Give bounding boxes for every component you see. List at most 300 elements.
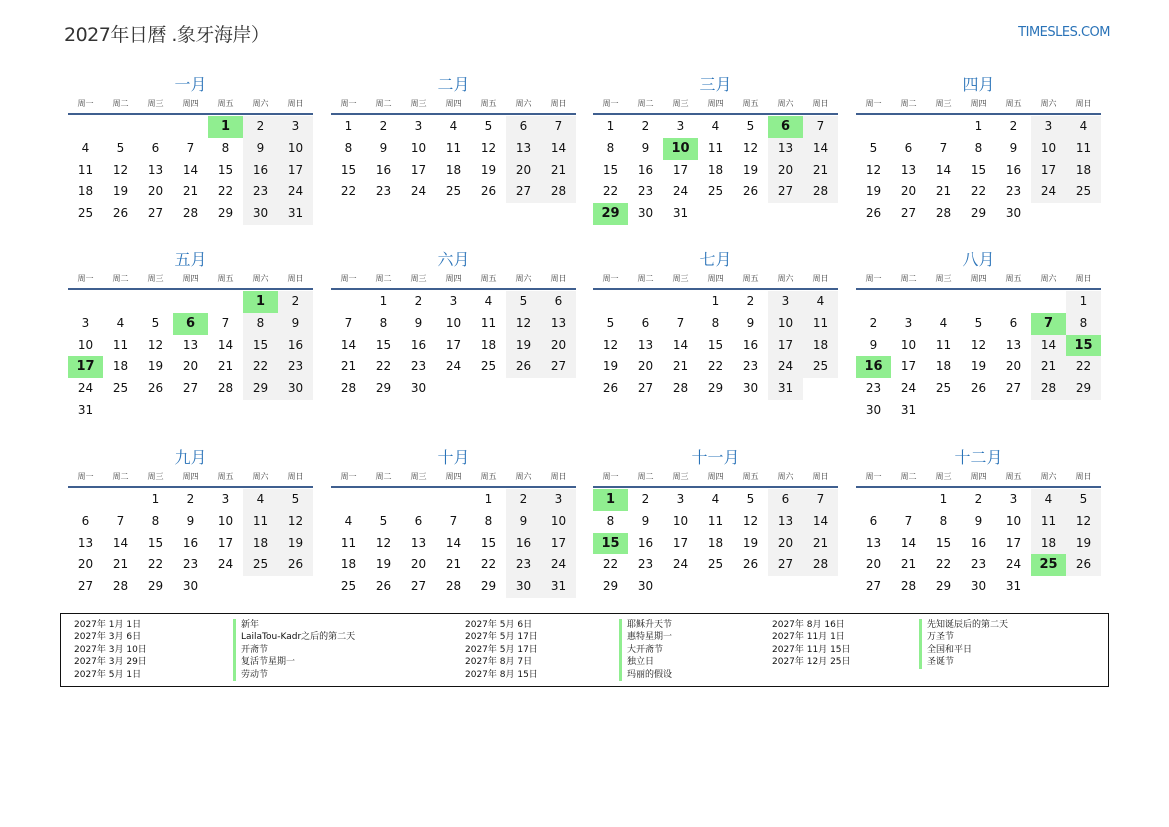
week-row: [856, 181, 1101, 203]
empty-cell: [628, 291, 663, 313]
weekend-day-cell: 16: [243, 160, 278, 182]
day-cell: 28: [340, 381, 357, 396]
weekday-label: 周六: [515, 274, 532, 283]
day-cell: 22: [935, 557, 952, 572]
day-cell: 5: [379, 513, 388, 528]
day-cell: 25: [707, 184, 724, 199]
day-cell: 23: [375, 184, 392, 199]
legend-holiday-name: 大开斋节: [619, 644, 663, 656]
weekend-day-cell: 11: [803, 313, 838, 335]
week-row: [593, 489, 838, 511]
day-cell: 29: [970, 206, 987, 221]
empty-cell: [698, 203, 733, 225]
legend-holiday-name: LailaTou-Kadr之后的第二天: [233, 631, 355, 643]
week-row: [331, 335, 576, 357]
empty-cell: [1066, 203, 1101, 225]
weekend-day-cell: 13: [506, 138, 541, 160]
day-cell: 20: [637, 359, 654, 374]
week-row: [331, 533, 576, 555]
weekend-day-cell: 27: [506, 181, 541, 203]
day-cell: 2: [414, 294, 423, 308]
legend-date: 2027年 5月 1日: [74, 669, 142, 680]
day-cell: 5: [974, 315, 983, 330]
empty-cell: [138, 400, 173, 422]
weekday-label: 周一: [77, 472, 94, 481]
day-cell: 20: [182, 359, 199, 374]
weekend-day-cell: 10: [1031, 138, 1066, 160]
weekday-label: 周六: [515, 472, 532, 481]
weekday-label: 周日: [550, 274, 567, 283]
day-cell: 16: [375, 162, 392, 177]
week-row: [331, 378, 576, 400]
day-cell: 26: [480, 184, 497, 199]
weekend-day-cell: 2: [243, 116, 278, 138]
empty-cell: [173, 291, 208, 313]
day-cell: 7: [221, 315, 230, 330]
legend-date: 2027年 5月 17日: [465, 644, 538, 655]
day-cell: 21: [935, 184, 952, 199]
day-cell: 13: [77, 535, 94, 550]
day-cell: 22: [480, 557, 497, 572]
weekend-day-cell: 23: [243, 181, 278, 203]
day-cell: 21: [217, 359, 234, 374]
day-cell: 1: [711, 294, 720, 308]
day-cell: 17: [217, 535, 234, 550]
weekend-day-cell: 29: [1066, 378, 1101, 400]
weekday-header: [856, 273, 1101, 287]
day-cell: 28: [217, 381, 234, 396]
legend-date: 2027年 8月 7日: [465, 657, 533, 668]
day-cell: 28: [900, 579, 917, 594]
day-cell: 27: [77, 579, 94, 594]
week-row: [856, 335, 1101, 357]
header-divider: [856, 288, 1101, 290]
week-row: [68, 116, 313, 138]
weekday-label: 周二: [637, 472, 654, 481]
day-cell: 23: [1005, 184, 1022, 199]
empty-cell: [243, 576, 278, 598]
day-cell: 22: [147, 557, 164, 572]
weekend-day-cell: 20: [506, 160, 541, 182]
day-cell: 7: [449, 513, 458, 528]
day-cell: 17: [672, 535, 689, 550]
weekday-label: 周二: [637, 99, 654, 108]
weekday-label: 周一: [865, 99, 882, 108]
weekday-label: 周三: [935, 99, 952, 108]
day-cell: 16: [970, 535, 987, 550]
month-name: 九月: [174, 448, 207, 467]
day-cell: 15: [970, 162, 987, 177]
day-cell: 24: [410, 184, 427, 199]
day-cell: 16: [637, 162, 654, 177]
weekday-label: 周六: [1040, 99, 1057, 108]
empty-cell: [891, 116, 926, 138]
day-cell: 16: [182, 535, 199, 550]
day-cell: 2: [1009, 119, 1018, 133]
empty-cell: [103, 489, 138, 511]
day-cell: 3: [81, 315, 90, 330]
day-cell: 15: [375, 337, 392, 352]
day-cell: 4: [939, 315, 948, 330]
week-row: [593, 313, 838, 335]
day-cell: 29: [707, 381, 724, 396]
day-cell: 11: [707, 140, 724, 155]
empty-cell: [803, 378, 838, 400]
legend-holiday-name: 复活节星期一: [233, 656, 295, 668]
day-cell: 27: [865, 579, 882, 594]
day-cell: 22: [375, 359, 392, 374]
holiday-day-cell: 15: [593, 533, 628, 555]
legend-date: 2027年 8月 16日: [772, 620, 845, 630]
day-cell: 17: [410, 162, 427, 177]
empty-cell: [138, 116, 173, 138]
weekday-label: 周六: [1040, 274, 1057, 283]
day-cell: 6: [904, 140, 913, 155]
month-block: [331, 249, 576, 400]
weekday-label: 周二: [637, 274, 654, 283]
weekend-day-cell: 27: [768, 181, 803, 203]
weekend-day-cell: 4: [1031, 489, 1066, 511]
day-cell: 14: [445, 535, 462, 550]
week-row: [331, 576, 576, 598]
weekend-day-cell: 3: [278, 116, 313, 138]
legend-date: 2027年 5月 6日: [465, 620, 533, 630]
day-cell: 28: [445, 579, 462, 594]
day-cell: 9: [974, 513, 983, 528]
weekday-label: 周日: [550, 99, 567, 108]
day-cell: 24: [217, 557, 234, 572]
empty-cell: [506, 378, 541, 400]
day-cell: 5: [116, 140, 125, 155]
weekend-day-cell: 27: [768, 554, 803, 576]
week-row: [856, 400, 1101, 422]
day-cell: 10: [445, 315, 462, 330]
weekday-label: 周五: [217, 472, 234, 481]
day-cell: 9: [641, 140, 650, 155]
month-block: [593, 74, 838, 225]
day-cell: 14: [112, 535, 129, 550]
weekday-label: 周五: [742, 274, 759, 283]
weekend-day-cell: 4: [1066, 116, 1101, 138]
day-cell: 19: [602, 359, 619, 374]
week-row: [593, 356, 838, 378]
empty-cell: [331, 291, 366, 313]
day-cell: 9: [414, 315, 423, 330]
empty-cell: [733, 576, 768, 598]
holiday-day-cell: 1: [208, 116, 243, 138]
day-cell: 26: [742, 184, 759, 199]
weekend-day-cell: 26: [1066, 554, 1101, 576]
weekday-label: 周日: [1075, 472, 1092, 481]
day-cell: 25: [340, 579, 357, 594]
day-cell: 21: [340, 359, 357, 374]
day-cell: 24: [900, 381, 917, 396]
legend-date: 2027年 1月 1日: [74, 620, 142, 630]
page-title: 2027年日曆 .象牙海岸）: [64, 24, 270, 46]
day-cell: 10: [672, 513, 689, 528]
empty-cell: [733, 203, 768, 225]
legend-holiday-name: 开斋节: [233, 644, 268, 656]
empty-cell: [996, 400, 1031, 422]
day-cell: 19: [112, 184, 129, 199]
week-row: [68, 489, 313, 511]
header-divider: [331, 113, 576, 115]
weekday-label: 周六: [252, 99, 269, 108]
day-cell: 17: [672, 162, 689, 177]
weekday-label: 周日: [812, 99, 829, 108]
month-name: 十二月: [954, 448, 1003, 467]
day-cell: 8: [974, 140, 983, 155]
empty-cell: [803, 203, 838, 225]
empty-cell: [1031, 291, 1066, 313]
empty-cell: [856, 116, 891, 138]
weekend-day-cell: 2: [278, 291, 313, 313]
day-cell: 20: [77, 557, 94, 572]
weekday-header: [68, 471, 313, 485]
day-cell: 14: [935, 162, 952, 177]
empty-cell: [663, 291, 698, 313]
week-row: [68, 511, 313, 533]
weekend-day-cell: 3: [768, 291, 803, 313]
empty-cell: [173, 400, 208, 422]
month-block: [856, 74, 1101, 225]
week-row: [68, 576, 313, 598]
weekday-label: 周六: [777, 472, 794, 481]
legend-date: 2027年 11月 1日: [772, 632, 845, 643]
weekday-label: 周二: [112, 472, 129, 481]
weekend-day-cell: 17: [768, 335, 803, 357]
day-cell: 8: [344, 140, 353, 155]
month-block: [331, 447, 576, 598]
weekday-label: 周四: [445, 99, 462, 108]
empty-cell: [173, 116, 208, 138]
empty-cell: [103, 291, 138, 313]
holiday-day-cell: 29: [593, 203, 628, 225]
weekend-day-cell: 20: [768, 160, 803, 182]
weekday-label: 周日: [287, 99, 304, 108]
weekday-label: 周五: [742, 99, 759, 108]
empty-cell: [1066, 400, 1101, 422]
legend-holiday-name: 独立日: [619, 656, 654, 668]
weekend-day-cell: 8: [1066, 313, 1101, 335]
week-row: [68, 335, 313, 357]
day-cell: 8: [939, 513, 948, 528]
empty-cell: [891, 489, 926, 511]
empty-cell: [208, 291, 243, 313]
week-row: [331, 160, 576, 182]
empty-cell: [278, 400, 313, 422]
legend-date: 2027年 3月 10日: [74, 644, 147, 655]
holiday-day-cell: 25: [1031, 554, 1066, 576]
empty-cell: [768, 576, 803, 598]
weekday-label: 周二: [900, 274, 917, 283]
weekday-label: 周日: [287, 274, 304, 283]
weekend-day-cell: 6: [768, 489, 803, 511]
weekday-label: 周三: [410, 274, 427, 283]
weekday-header: [856, 471, 1101, 485]
weekday-label: 周一: [865, 274, 882, 283]
day-cell: 27: [1005, 381, 1022, 396]
day-cell: 1: [344, 119, 353, 133]
day-cell: 4: [116, 315, 125, 330]
empty-cell: [103, 116, 138, 138]
site-link[interactable]: TIMESLES.COM: [1018, 25, 1110, 40]
day-cell: 5: [869, 140, 878, 155]
header-divider: [68, 288, 313, 290]
day-cell: 6: [151, 140, 160, 155]
day-cell: 12: [865, 162, 882, 177]
weekend-day-cell: 17: [541, 533, 576, 555]
weekend-day-cell: 30: [506, 576, 541, 598]
weekday-label: 周五: [1005, 472, 1022, 481]
week-row: [856, 203, 1101, 225]
day-cell: 11: [112, 337, 129, 352]
week-row: [593, 378, 838, 400]
day-cell: 19: [147, 359, 164, 374]
day-cell: 7: [939, 140, 948, 155]
weekend-day-cell: 5: [506, 291, 541, 313]
empty-cell: [1031, 400, 1066, 422]
weekend-day-cell: 22: [1066, 356, 1101, 378]
day-cell: 13: [900, 162, 917, 177]
day-cell: 18: [112, 359, 129, 374]
day-cell: 25: [445, 184, 462, 199]
empty-cell: [593, 291, 628, 313]
week-row: [856, 576, 1101, 598]
weekend-day-cell: 28: [541, 181, 576, 203]
week-row: [68, 203, 313, 225]
legend-holiday-name: 玛丽的假设: [619, 669, 672, 681]
weekend-day-cell: 7: [803, 489, 838, 511]
day-cell: 8: [606, 513, 615, 528]
day-cell: 14: [672, 337, 689, 352]
legend-date: 2027年 5月 17日: [465, 632, 538, 643]
empty-cell: [803, 576, 838, 598]
weekend-day-cell: 25: [243, 554, 278, 576]
empty-cell: [366, 489, 401, 511]
weekday-label: 周日: [812, 472, 829, 481]
day-cell: 30: [182, 579, 199, 594]
weekend-day-cell: 17: [278, 160, 313, 182]
weekday-header: [856, 98, 1101, 112]
header-divider: [331, 288, 576, 290]
legend-holiday-name: 先知诞辰后的第二天: [919, 619, 1008, 631]
empty-cell: [856, 489, 891, 511]
day-cell: 11: [340, 535, 357, 550]
holiday-day-cell: 7: [1031, 313, 1066, 335]
day-cell: 26: [375, 579, 392, 594]
weekday-label: 周二: [112, 274, 129, 283]
weekend-day-cell: 14: [803, 511, 838, 533]
day-cell: 25: [707, 557, 724, 572]
day-cell: 24: [1005, 557, 1022, 572]
weekend-day-cell: 25: [1066, 181, 1101, 203]
legend-holiday-name: 圣诞节: [919, 656, 954, 668]
day-cell: 21: [112, 557, 129, 572]
day-cell: 29: [147, 579, 164, 594]
week-row: [856, 489, 1101, 511]
weekend-day-cell: 3: [541, 489, 576, 511]
day-cell: 10: [77, 337, 94, 352]
weekday-label: 周五: [480, 472, 497, 481]
day-cell: 15: [147, 535, 164, 550]
empty-cell: [436, 489, 471, 511]
weekend-day-cell: 5: [1066, 489, 1101, 511]
week-row: [593, 335, 838, 357]
weekday-label: 周三: [672, 472, 689, 481]
week-row: [593, 533, 838, 555]
week-row: [593, 576, 838, 598]
weekend-day-cell: 9: [278, 313, 313, 335]
weekend-day-cell: 16: [506, 533, 541, 555]
week-row: [856, 533, 1101, 555]
holiday-day-cell: 1: [593, 489, 628, 511]
empty-cell: [278, 576, 313, 598]
holiday-day-cell: 1: [243, 291, 278, 313]
weekday-label: 周一: [865, 472, 882, 481]
weekend-day-cell: 31: [541, 576, 576, 598]
weekday-header: [68, 273, 313, 287]
week-row: [856, 138, 1101, 160]
day-cell: 27: [637, 381, 654, 396]
day-cell: 9: [1009, 140, 1018, 155]
weekend-day-cell: 28: [803, 554, 838, 576]
weekday-label: 周三: [410, 99, 427, 108]
day-cell: 1: [606, 119, 615, 133]
day-cell: 30: [410, 381, 427, 396]
weekday-label: 周四: [182, 472, 199, 481]
weekday-header: [68, 98, 313, 112]
weekday-label: 周一: [77, 274, 94, 283]
day-cell: 28: [182, 206, 199, 221]
weekend-day-cell: 12: [506, 313, 541, 335]
day-cell: 15: [935, 535, 952, 550]
weekday-label: 周三: [147, 99, 164, 108]
day-cell: 8: [711, 315, 720, 330]
weekend-day-cell: 26: [278, 554, 313, 576]
week-row: [856, 554, 1101, 576]
day-cell: 2: [746, 294, 755, 308]
month-block: [331, 74, 576, 203]
weekday-label: 周三: [672, 99, 689, 108]
day-cell: 19: [970, 359, 987, 374]
day-cell: 21: [900, 557, 917, 572]
day-cell: 7: [186, 140, 195, 155]
week-row: [68, 356, 313, 378]
day-cell: 21: [672, 359, 689, 374]
empty-cell: [996, 291, 1031, 313]
day-cell: 6: [641, 315, 650, 330]
day-cell: 23: [865, 381, 882, 396]
legend-holiday-name: 劳动节: [233, 669, 268, 681]
week-row: [68, 554, 313, 576]
weekday-label: 周六: [777, 99, 794, 108]
weekday-label: 周二: [375, 99, 392, 108]
holiday-day-cell: 6: [173, 313, 208, 335]
week-row: [593, 203, 838, 225]
empty-cell: [891, 291, 926, 313]
empty-cell: [68, 291, 103, 313]
day-cell: 19: [742, 162, 759, 177]
day-cell: 26: [742, 557, 759, 572]
day-cell: 3: [1009, 492, 1018, 506]
month-name: 七月: [699, 250, 732, 269]
weekday-label: 周四: [445, 274, 462, 283]
weekend-day-cell: 23: [278, 356, 313, 378]
weekend-day-cell: 18: [1031, 533, 1066, 555]
weekend-day-cell: 6: [541, 291, 576, 313]
week-row: [856, 378, 1101, 400]
